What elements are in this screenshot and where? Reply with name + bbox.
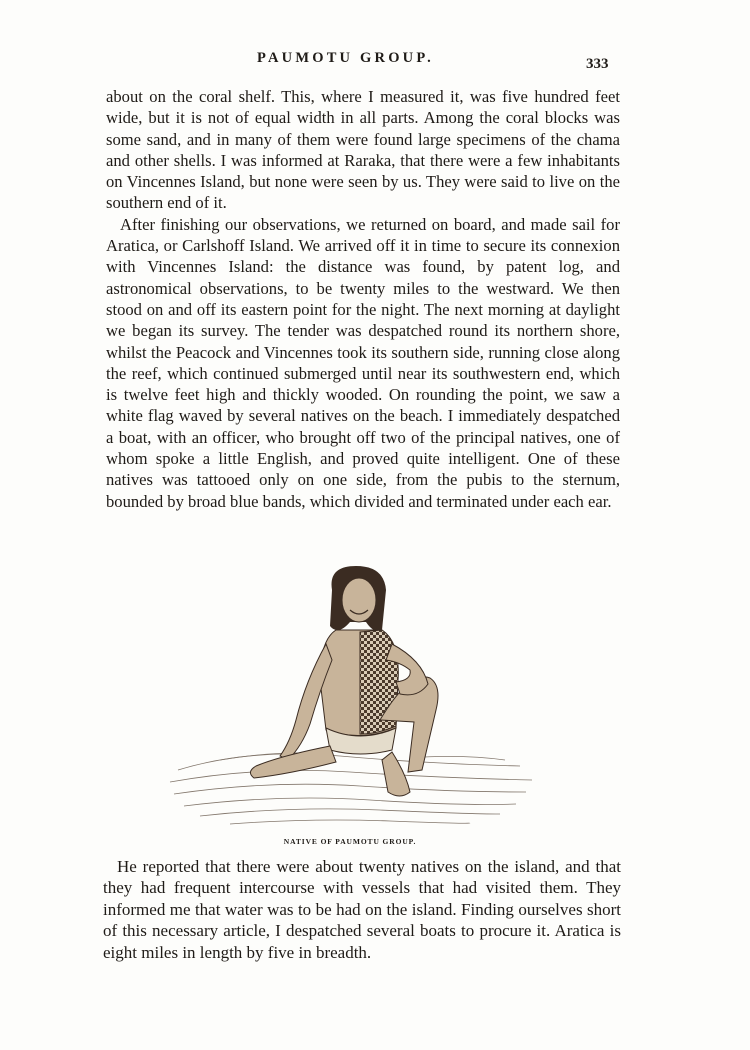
running-head bbox=[0, 46, 750, 70]
engraving-figure bbox=[160, 560, 540, 850]
paragraph-1: about on the coral shelf. This, where I measured it, was five hundred feet wide, but it is not of equal width in all parts. Among the coral blocks was some sand, and in many of them were found large specimens of the chama and other shells. I was informed at Raraka, that there were a few inhabitants on Vincennes Island, but none were seen by us. They were said to live on the southern end of it. bbox=[106, 87, 620, 213]
ground-shading bbox=[170, 753, 532, 824]
page-number: 333 bbox=[586, 56, 609, 72]
body-text-top bbox=[106, 86, 620, 512]
body-text-bottom bbox=[103, 856, 621, 963]
running-title: PAUMOTU GROUP. bbox=[257, 50, 434, 66]
paragraph-2: After finishing our observations, we returned on board, and made sail for Aratica, or Carlshoff Island. We arrived off it in time to secure its connexion with Vincennes Island: the distance was found, by patent log, and astronomical observations, to be twenty miles to the westward. We then stood on and off its eastern point for the night. The next morning at daylight we began its survey. The tender was despatched round its northern shore, whilst the Peacock and Vincennes took its southern side, running close along the reef, which continued submerged until near its southwestern end, which is twelve feet high and thickly wooded. On rounding the point, we saw a white flag waved by several natives on the beach. I immediately despatched a boat, with an officer, who brought off two of the principal natives, one of whom spoke a little English, and proved quite intelligent. One of these natives was tattooed only on one side, from the pubis to the sternum, bounded by broad blue bands, which divided and terminated under each ear. bbox=[106, 214, 620, 511]
figure-caption: NATIVE OF PAUMOTU GROUP. bbox=[283, 837, 417, 846]
paragraph-3: He reported that there were about twenty natives on the island, and that they had frequent intercourse with vessels that had visited them. They informed me that water was to be had on the island. Finding ourselves short of this necessary article, I despatched several boats to procure it. Aratica is eight miles in length by five in breadth. bbox=[103, 857, 621, 962]
native-engraving-illustration bbox=[160, 560, 540, 835]
